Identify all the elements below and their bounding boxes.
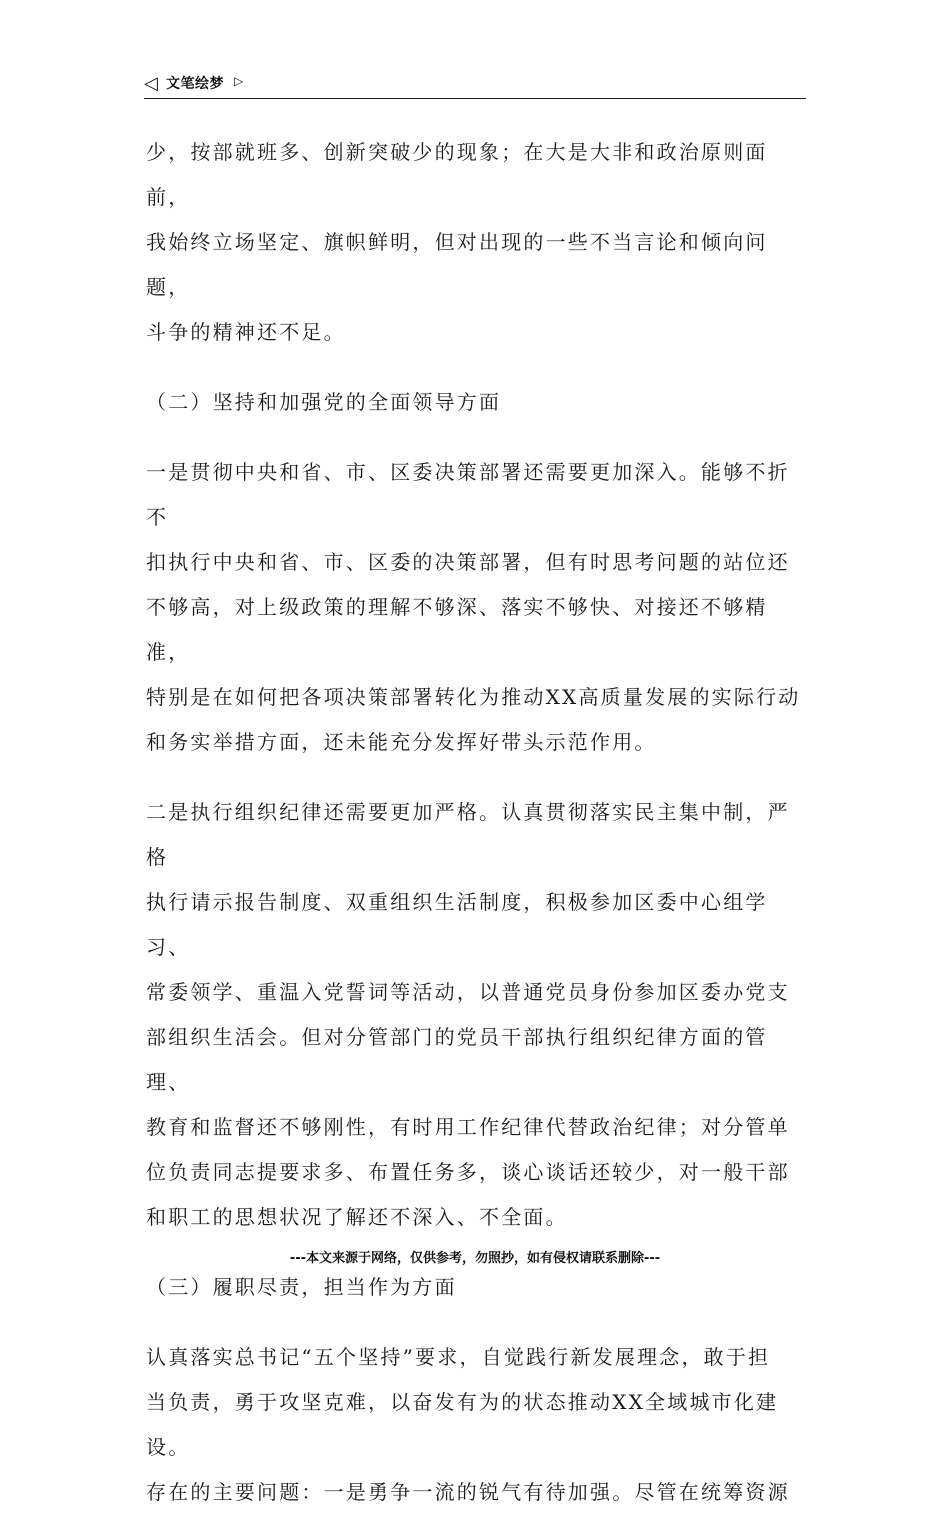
text-line: 教育和监督还不够刚性，有时用工作纪律代替政治纪律；对分管单 — [146, 1115, 790, 1139]
paragraph — [146, 450, 810, 765]
text-line: 斗争的精神还不足。 — [146, 320, 346, 344]
section-heading — [146, 1265, 810, 1310]
triangle-left-icon: ◁ — [144, 73, 158, 94]
section-heading-text: （三）履职尽责，担当作为方面 — [146, 1275, 457, 1299]
paragraph-continuation — [146, 130, 810, 355]
section-heading-text: （二）坚持和加强党的全面领导方面 — [146, 390, 502, 414]
text-line: 认真落实总书记“五个坚持”要求，自觉践行新发展理念，敢于担 — [146, 1345, 771, 1369]
text-line: 我始终立场坚定、旗帜鲜明，但对出现的一些不当言论和倾向问题， — [146, 230, 768, 299]
text-line: 二是执行组织纪律还需要更加严格。认真贯彻落实民主集中制，严格 — [146, 800, 790, 869]
text-line: 和务实举措方面，还未能充分发挥好带头示范作用。 — [146, 730, 657, 754]
text-line: 存在的主要问题：一是勇争一流的锐气有待加强。尽管在统筹资源 — [146, 1480, 790, 1504]
text-line: 不够高，对上级政策的理解不够深、落实不够快、对接还不够精准， — [146, 595, 768, 664]
text-line: 和职工的思想状况了解还不深入、不全面。 — [146, 1205, 568, 1229]
text-line: 扣执行中央和省、市、区委的决策部署，但有时思考问题的站位还 — [146, 550, 790, 574]
text-line: 部组织生活会。但对分管部门的党员干部执行组织纪律方面的管理、 — [146, 1025, 768, 1094]
paragraph — [146, 1335, 810, 1515]
text-line: 一是贯彻中央和省、市、区委决策部署还需要更加深入。能够不折不 — [146, 460, 790, 529]
triangle-right-icon: ▷ — [234, 74, 244, 88]
paragraph — [146, 790, 810, 1240]
text-line: 执行请示报告制度、双重组织生活制度，积极参加区委中心组学习、 — [146, 890, 768, 959]
text-line: 常委领学、重温入党誓词等活动，以普通党员身份参加区委办党支 — [146, 980, 790, 1004]
section-heading — [146, 380, 810, 425]
footer-notice: ---本文来源于网络，仅供参考，勿照抄，如有侵权请联系删除--- — [289, 1251, 661, 1266]
text-line: 位负责同志提要求多、布置任务多，谈心谈话还较少，对一般干部 — [146, 1160, 790, 1184]
text-line: 当负责，勇于攻坚克难，以奋发有为的状态推动XX全域城市化建设。 — [146, 1390, 779, 1459]
page-header — [144, 70, 806, 99]
header-brand: 文笔绘梦 — [166, 76, 224, 92]
document-body — [146, 130, 810, 1515]
text-line: 少，按部就班多、创新突破少的现象；在大是大非和政治原则面前， — [146, 140, 768, 209]
text-line: 特别是在如何把各项决策部署转化为推动XX高质量发展的实际行动 — [146, 685, 801, 709]
